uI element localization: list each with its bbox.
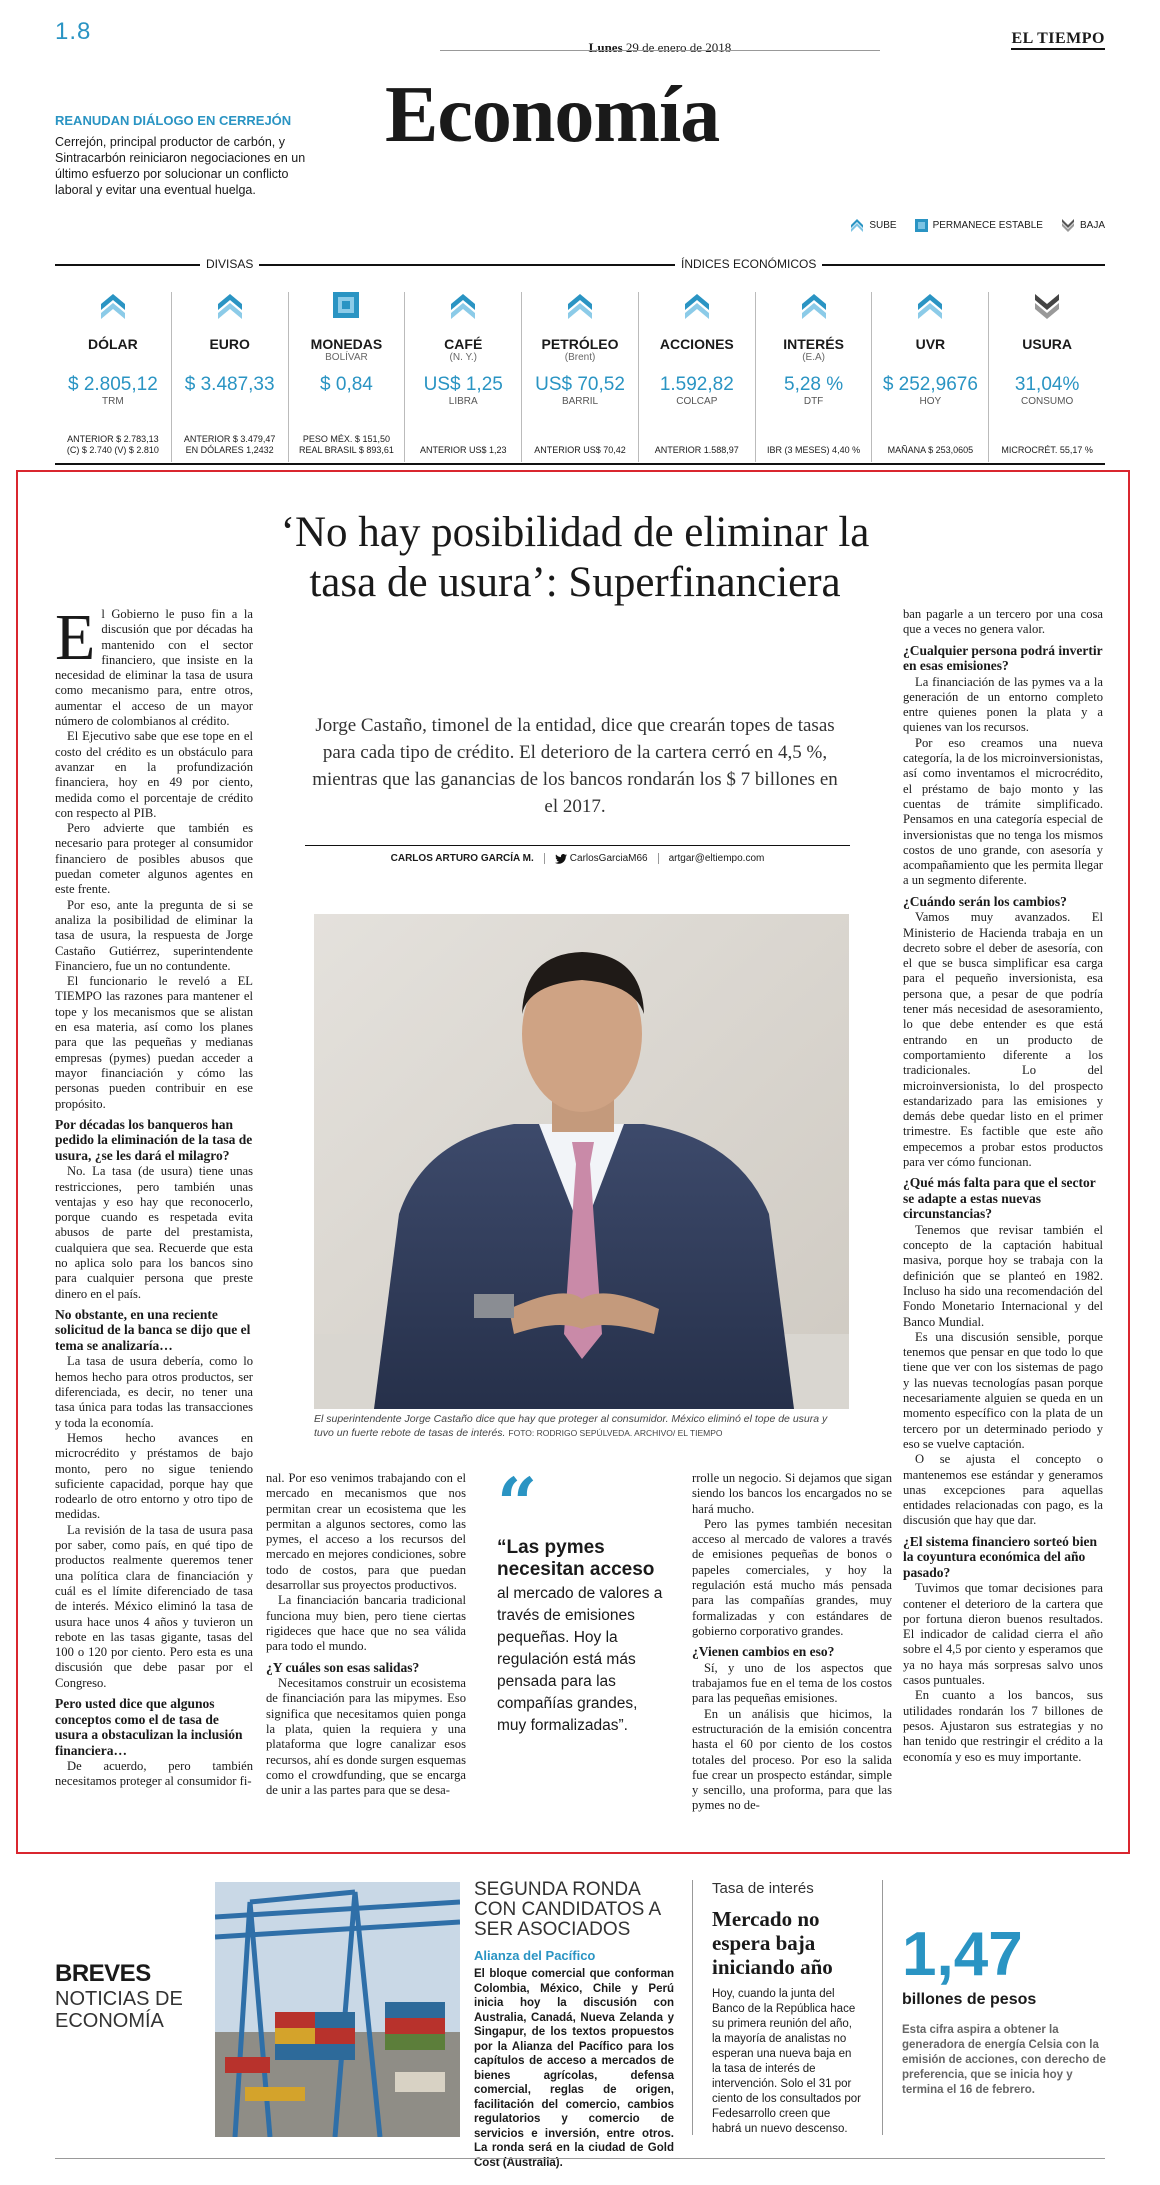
indicator-sub — [872, 352, 988, 364]
indicator-unit: BARRIL — [561, 396, 599, 407]
brief-3-unit: billones de pesos — [902, 1991, 1037, 2008]
dateline-rule — [440, 50, 880, 51]
subheading-question: ¿Cualquier persona podrá invertir en esas emisiones? — [903, 642, 1103, 674]
indicator-value: $ 252,9676 — [882, 374, 978, 395]
indicator-sub: (Brent) — [564, 352, 596, 363]
date-day: Lunes — [588, 40, 623, 55]
indicator-0 — [55, 292, 172, 462]
indicator-name: ACCIONES — [659, 336, 734, 352]
indicator-name: CAFÉ — [444, 336, 483, 352]
indicator-value: 1.592,82 — [659, 374, 734, 395]
brief-tasa-interes — [712, 1880, 862, 2137]
author-email[interactable]: artgar@eltiempo.com — [668, 853, 765, 864]
pull-quote-body: al mercado de valores a través de emisiones pequeñas. Hoy la regulación está más pensada para las compañías grandes, muy formalizadas”. — [497, 1585, 663, 1734]
paragraph: En cuanto a los bancos, sus utilidades rondarán los 7 billones de pesos. Ajustaron sus estrategias y no han tenido que restringir el crédito a la economía y eso es muy importante. — [903, 1688, 1103, 1764]
up-arrow-icon — [756, 292, 872, 326]
photo-caption — [314, 1412, 849, 1440]
indicator-value: 5,28 % — [784, 374, 844, 395]
brief-divider — [692, 1880, 693, 2135]
subheading-question: ¿Vienen cambios en eso? — [692, 1644, 835, 1660]
article-photo — [314, 914, 849, 1409]
paragraph — [55, 601, 253, 729]
author-name: CARLOS ARTURO GARCÍA M. — [390, 853, 534, 864]
indicator-4 — [522, 292, 639, 462]
indicator-unit: COLCAP — [676, 396, 718, 407]
paragraph-text: l Gobierno le puso fin a la discusión que por décadas ha mantenido con el sector financiero, que insiste en la necesidad de eliminar la tasa de usura como mecanismo para, entre otros, aumentar el acceso de un mayor número de colombianos al crédito. — [55, 607, 253, 729]
square-icon — [289, 292, 405, 326]
indicator-sub — [639, 352, 755, 364]
section-title: Economía — [385, 71, 720, 159]
paragraph: O se ajusta el concepto o mantenemos ese estándar y generamos unas excepciones para aquellas entidades relacionadas con pago, es la discusión que hay que dar. — [903, 1452, 1103, 1528]
brief-celsia — [902, 1920, 1107, 2098]
paragraph: No. La tasa (de usura) tiene unas restricciones, pero también unas ventajas y eso hay que reconocerlo, porque cuando es respetada evita abusos de parte del prestamista, cualquiera que sea. Recuerde que esta no aplica solo para los bancos sino para cualquier persona que preste dinero en el país. — [55, 1164, 253, 1301]
indicator-unit: DTF — [803, 396, 824, 407]
port-photo — [215, 1882, 460, 2137]
paragraph: La financiación bancaria tradicional funciona muy bien, pero tiene ciertas rigideces que hace que no sea válida para todo el mundo. — [266, 1593, 466, 1654]
paragraph: La tasa de usura debería, como lo hemos hecho para otros productos, ser diferenciada, es decir, no tener una tasa única para todas las transacciones y toda la economía. — [55, 1354, 253, 1430]
paragraph: ban pagarle a un tercero por una cosa que a veces no genera valor. — [903, 607, 1103, 637]
port-cranes-image — [215, 1882, 460, 2137]
subheading-question: ¿Cuándo serán los cambios? — [903, 893, 1067, 909]
brief-1-kicker: Alianza del Pacífico — [474, 1948, 596, 1963]
paragraph: Necesitamos construir un ecosistema de financiación para las mipymes. Eso significa que necesitamos quien ponga la plata, quien la requiera y una plataforma que logre canalizar esos recursos, ahí es donde surgen esquemas como el crowdfunding, que se encarga de unir a las partes para que se desa- — [266, 1676, 466, 1798]
indicator-2 — [289, 292, 406, 462]
indicator-value: US$ 1,25 — [423, 374, 503, 395]
dateline — [440, 40, 880, 56]
photo-credit: FOTO: RODRIGO SEPÚLVEDA. ARCHIVO/ EL TIEMPO — [508, 1428, 723, 1438]
square-icon — [915, 219, 928, 232]
up-arrow-icon — [405, 292, 521, 326]
indicator-name: USURA — [1022, 336, 1073, 352]
twitter-bird-icon — [555, 854, 567, 864]
brief-alianza-pacifico — [474, 1880, 674, 2170]
paragraph: La revisión de la tasa de usura pasa por saber, como país, en qué tipo de productos realmente queremos tener una política clara de financiación y cuál es el límite diferenciado de tasa de interés. México eliminó la tasa de usura hace unos 4 años y tuvieron un rebote en las tasas gigante, tasas del 100 o 120 por ciento. Pero esta es una discusión que debe pasar por el Congreso. — [55, 1522, 253, 1690]
paragraph: Hemos hecho avances en microcrédito y préstamos de bajo monto, pero no sigue teniendo suficiente capacidad, porque hay que rodearlo de otro entorno y otro tipo de medidas. — [55, 1430, 253, 1522]
brief-1-text: El bloque comercial que conforman Colombia, México, Chile y Perú inicia hoy la discusión con Australia, Canadá, Nueva Zelanda y Singapur, de los textos propuestos por la Alianza del Pacífico para los capítulos de acceso a mercados de bienes agrícolas, defensa comercial, reglas de origen, facilitación del comercio, cambios regulatorios y comercio de servicios e inversión, entre otros. La ronda será en la ciudad de Gold Cost (Australia). — [474, 1968, 674, 2169]
breves-title: BREVES — [55, 1960, 151, 1987]
trend-legend — [850, 218, 1105, 232]
brief-3-number: 1,47 — [902, 1920, 1023, 1989]
brief-2-kicker: Tasa de interés — [712, 1880, 814, 1897]
paragraph: Por eso, ante la pregunta de si se analiza la posibilidad de eliminar la tasa de usura, la respuesta de Jorge Castaño Gutiérrez, superintendente Financiero, fue un no contundente. — [55, 897, 253, 973]
twitter-label: CarlosGarciaM66 — [569, 853, 648, 864]
indicator-previous — [522, 445, 638, 456]
indices-label: ÍNDICES ECONÓMICOS — [675, 257, 822, 271]
indicator-name: PETRÓLEO — [541, 336, 619, 352]
indicator-3 — [405, 292, 522, 462]
indicator-value: US$ 70,52 — [535, 374, 625, 395]
indicator-previous — [989, 445, 1105, 456]
indicator-7 — [872, 292, 989, 462]
down-arrow-icon — [1061, 218, 1075, 232]
paragraph: El funcionario le reveló a EL TIEMPO las razones para mantener el tope y los mecanismos que se alistan en esa materia, así como los planes para que las pequeñas y medianas empresas (pymes) puedan acceder a mayor financiación y cómo las personas pueden contribuir en ese propósito. — [55, 974, 253, 1111]
paragraph: La financiación de las pymes va a la generación de un entorno completo entre quienes ponen la plata y a quienes van los recursos. — [903, 674, 1103, 735]
article-deck: Jorge Castaño, timonel de la entidad, dice que crearán topes de tasas para cada tipo de crédito. El deterioro de la cartera cerró en 4,5 %, mientras que las ganancias de los bancos rondarán los $ 7 billones en el 2017. — [312, 715, 838, 817]
brief-2-title: Mercado no espera baja iniciando año — [712, 1907, 833, 1979]
indicator-value: 31,04% — [1014, 374, 1080, 395]
legend-up-label: SUBE — [869, 219, 897, 231]
legend-up — [850, 218, 896, 232]
indicator-unit: TRM — [102, 396, 124, 407]
article-column-2 — [266, 1471, 466, 1798]
indicator-unit: LIBRA — [448, 396, 478, 407]
indicator-prev-line-1: IBR (3 MESES) 4,40 % — [767, 445, 861, 455]
subheading-question: ¿Y cuáles son esas salidas? — [266, 1659, 420, 1675]
indicator-value: $ 2.805,12 — [67, 374, 158, 395]
indicator-prev-line-1: MICROCRÉT. 55,17 % — [1001, 445, 1093, 455]
indicators-strip — [55, 292, 1105, 462]
article-headline: ‘No hay posibilidad de eliminar la tasa de usura’: Superfinanciera — [280, 509, 870, 606]
article-column-4 — [692, 1471, 892, 1814]
paragraph: Es una discusión sensible, porque tenemos que pensar en que todo lo que tiene que ver con los sistemas de pago y las nuevas tecnologías pasan porque necesariamente alguien se queda en un momento específico con la plata de un tercero por un determinado periodo y eso se vuelve captación. — [903, 1329, 1103, 1451]
up-arrow-icon — [522, 292, 638, 326]
indicator-name: EURO — [209, 336, 250, 352]
indicator-sub — [172, 352, 288, 364]
paragraph: El Ejecutivo sabe que ese tope en el costo del crédito es un obstáculo para avanzar en la profundización financiera, hoy en 49 por ciento, medida como el porcentaje de crédito con respecto al PIB. — [55, 729, 253, 820]
brief-1-title: SEGUNDA RONDA CON CANDIDATOS A SER ASOCIADOS — [474, 1879, 661, 1940]
indicator-prev-line-1: ANTERIOR 1.588,97 — [654, 445, 739, 455]
indicator-previous — [55, 434, 171, 456]
indicator-prev-line-1: ANTERIOR US$ 70,42 — [534, 445, 626, 455]
up-arrow-icon — [172, 292, 288, 326]
paragraph: Tuvimos que tomar decisiones para contener el deterioro de la cartera que por fortuna dieron buenos resultados. El indicador de calidad cierra el año sobre el 4,5 por ciento y esperamos que ya no haya más sorpresas salvo unos casos puntuales. — [903, 1581, 1103, 1688]
indicator-sub: (N. Y.) — [449, 352, 477, 363]
indicators-rule — [55, 463, 1105, 465]
subheading-question: Por décadas los banqueros han pedido la eliminación de la tasa de usura, ¿se les dará el milagro? — [55, 1116, 253, 1163]
paragraph: Vamos muy avanzados. El Ministerio de Hacienda trabaja en un decreto sobre el deber de asesoría, con el que se busca simplificar esa carga para el pequeño inversionista, esa persona que, a pesar de que podría tener más necesidad de asesoramiento, lo que debe entender es que está entrando en un producto de comportamiento diferente a los tradicionales. Lo del microinversionista, lo del prospecto estandarizado para las emisiones y demás debe quedar listo en el primer trimestre. Es factible que este año empecemos a probar estos productos para ver cómo funcionan. — [903, 910, 1103, 1169]
indicator-sub — [55, 352, 171, 364]
indicator-sub: (E.A) — [802, 352, 825, 363]
indicator-previous — [172, 434, 288, 456]
indicator-8 — [989, 292, 1105, 462]
brief-divider — [882, 1880, 883, 2135]
twitter-handle[interactable] — [555, 853, 648, 864]
superintendent-portrait — [314, 914, 849, 1409]
page-number: 1.8 — [55, 18, 92, 45]
up-arrow-icon — [639, 292, 755, 326]
byline — [305, 845, 850, 864]
article-column-5 — [903, 607, 1103, 1765]
indicator-prev-line-1: PESO MÉX. $ 151,50 — [302, 434, 390, 444]
indicator-prev-line-1: MAÑANA $ 253,0605 — [887, 445, 974, 455]
paragraph: Pero advierte que también es necesario para proteger al consumidor financiero de posibles abusos que puedan cometer algunos agentes en este frente. — [55, 821, 253, 897]
teaser-kicker[interactable]: REANUDAN DIÁLOGO EN CERREJÓN — [55, 113, 292, 128]
paragraph: Sí, y uno de los aspectos que trabajamos fue en el tema de los costos para las pequeñas emisiones. — [692, 1660, 892, 1706]
breves-label — [55, 1960, 200, 2032]
paragraph: nal. Por eso venimos trabajando con el mercado en mecanismos que nos permitan crear un ecosistema que les permitan a algunos sectores, como las pymes, el acceso a los recursos del mercado en mejores condiciones, sobre todo de costos, para que puedan desarrollar sus proyectos productivos. — [266, 1471, 466, 1593]
teaser-text: Cerrejón, principal productor de carbón, y Sintracarbón reiniciaron negociaciones en un último esfuerzo por solucionar un conflicto laboral y evitar una eventual huelga. — [55, 135, 306, 197]
indicator-previous — [405, 445, 521, 456]
brief-3-text: Esta cifra aspira a obtener la generadora de energía Celsia con la emisión de acciones, con derecho de preferencia, que se inicia hoy y termina el 16 de febrero. — [902, 2024, 1106, 2096]
drop-cap: E — [55, 601, 96, 674]
subheading-question: ¿El sistema financiero sorteó bien la coyuntura económica del año pasado? — [903, 1533, 1097, 1580]
indicator-prev-line-2: (C) $ 2.740 (V) $ 2.810 — [66, 445, 159, 455]
article-column-1 — [55, 601, 253, 1790]
paragraph: Por eso creamos una nueva categoría, la de los microinversionistas, así como inventamos el microcrédito, el préstamo de bajo monto y las cuentas de trámite simplificado. Pensamos en una categoría especial de inversionistas que no tenga los mismos costos de uno grande, con asesoría y acompañamiento que les permita llegar a un segmento diferente. — [903, 735, 1103, 888]
subheading-question: Pero usted dice que algunos conceptos como el de tasa de usura a obstaculizan la inclusión financiera… — [55, 1696, 243, 1758]
indicator-name: MONEDAS — [310, 336, 383, 352]
paragraph: Tenemos que revisar también el concepto de la captación habitual masiva, porque hoy se trabaja con la definición que se planteó en 1982. Incluso ha sido una recomendación del Fondo Monetario Internacional y del Banco Mundial. — [903, 1222, 1103, 1329]
indicator-name: DÓLAR — [88, 336, 138, 352]
indicator-prev-line-1: ANTERIOR $ 3.479,47 — [183, 434, 276, 444]
up-arrow-icon — [850, 218, 864, 232]
divisas-label: DIVISAS — [200, 257, 259, 271]
legend-stable — [915, 219, 1043, 232]
indicators-header — [55, 257, 1105, 271]
brief-2-text: Hoy, cuando la junta del Banco de la República hace su primera reunión del año, la mayoría de analistas no esperan una nueva baja en la tasa de interés de intervención. Solo el 31 por ciento de los consultados por Fedesarrollo creen que habrá un nuevo descenso. — [712, 1988, 861, 2135]
newspaper-brand: EL TIEMPO — [1011, 30, 1105, 50]
paragraph: En un análisis que hicimos, la estructuración de la emisión concentra hasta el 60 por ciento de los costos totales del proceso. Por eso la salida fue crear un prospecto estándar, simple y sencillo, una proforma, para que las pymes no de- — [692, 1706, 892, 1813]
indicator-5 — [639, 292, 756, 462]
indicator-1 — [172, 292, 289, 462]
subheading-question: No obstante, en una reciente solicitud de la banca se dijo que el tema se analizaría… — [55, 1306, 251, 1353]
caption-text: El superintendente Jorge Castaño dice que hay que proteger al consumidor. México eliminó el tope de usura y tuvo un fuerte rebote de tasas de interés. — [314, 1413, 828, 1439]
indicator-prev-line-2: REAL BRASIL $ 893,61 — [299, 445, 394, 455]
indicator-6 — [756, 292, 873, 462]
indicator-previous — [289, 434, 405, 456]
indicator-unit: HOY — [919, 396, 942, 407]
quote-mark-icon: “ — [497, 1462, 538, 1545]
indicator-unit: CONSUMO — [1021, 396, 1074, 407]
up-arrow-icon — [872, 292, 988, 326]
paragraph: Pero las pymes también necesitan acceso al mercado de valores a través de emisiones pequeñas de bonos o papeles comerciales, y hoy la regulación está mucho más pensada para las compañías grandes, muy formalizadas y con estándares de gobierno corporativo grandes. — [692, 1516, 892, 1638]
paragraph: rrolle un negocio. Si dejamos que sigan siendo los bancos los encargados no se hará mucho. — [692, 1471, 892, 1516]
breves-subtitle: NOTICIAS DE ECONOMÍA — [55, 1988, 183, 2032]
footer-rule — [55, 2158, 1105, 2159]
date-rest: 29 de enero de 2018 — [622, 40, 732, 55]
pull-quote-head: “Las pymes necesitan acceso — [497, 1537, 655, 1580]
indicator-previous — [756, 445, 872, 456]
indicator-prev-line-1: ANTERIOR $ 2.783,13 — [67, 434, 159, 444]
pull-quote — [497, 1462, 667, 1737]
paragraph: De acuerdo, pero también necesitamos proteger al consumidor fi- — [55, 1759, 253, 1789]
indicator-value: $ 3.487,33 — [184, 374, 275, 395]
indicator-prev-line-2: EN DÓLARES 1,2432 — [185, 445, 274, 455]
indicator-name: INTERÉS — [783, 336, 844, 352]
indicator-sub — [989, 352, 1105, 364]
indicator-prev-line-1: ANTERIOR US$ 1,23 — [419, 445, 507, 455]
indicator-value: $ 0,84 — [320, 374, 373, 395]
indicator-previous — [639, 445, 755, 456]
legend-stable-label: PERMANECE ESTABLE — [932, 219, 1043, 231]
indicator-sub: BOLÍVAR — [325, 352, 368, 363]
indicator-name: UVR — [915, 336, 946, 352]
indicator-previous — [872, 445, 988, 456]
up-arrow-icon — [55, 292, 171, 326]
legend-down — [1061, 218, 1105, 232]
down-arrow-icon — [989, 292, 1105, 326]
subheading-question: ¿Qué más falta para que el sector se adapte a estas nuevas circunstancias? — [903, 1175, 1096, 1222]
legend-down-label: BAJA — [1079, 219, 1105, 231]
